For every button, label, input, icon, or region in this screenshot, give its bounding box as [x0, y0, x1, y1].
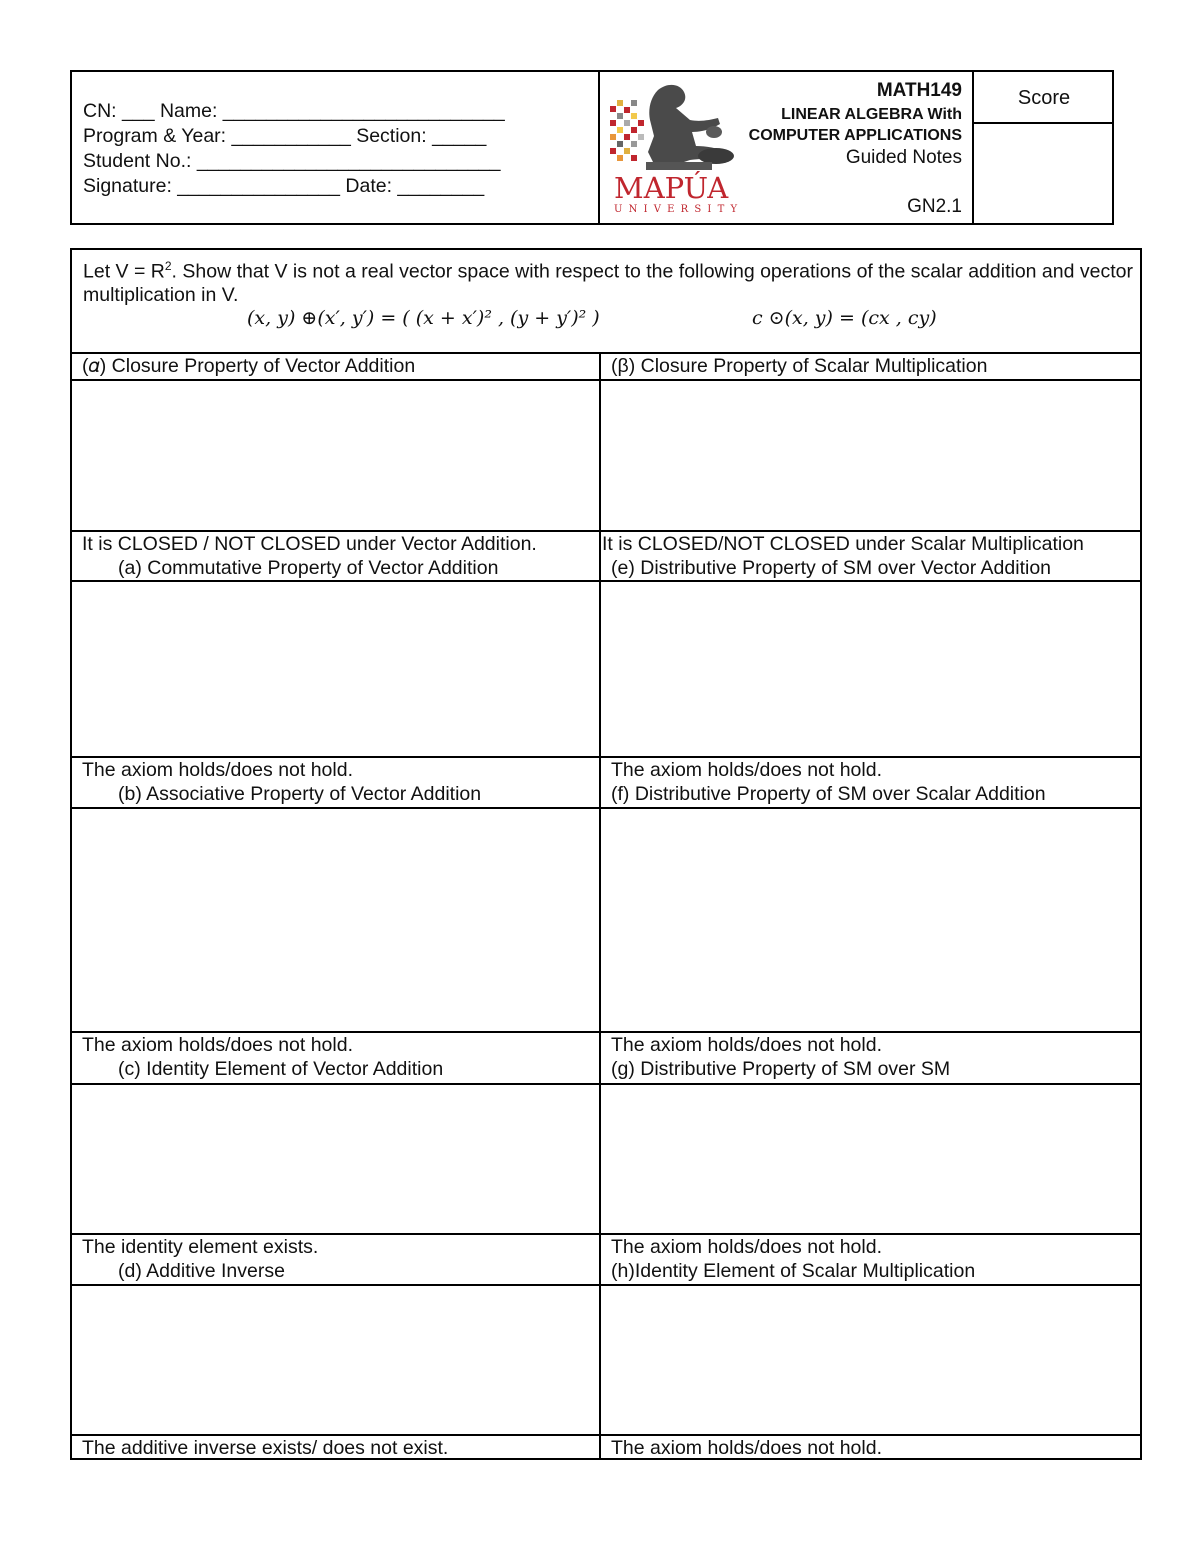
section-g-conclusion: The axiom holds/does not hold. — [601, 1233, 1140, 1259]
section-b-workspace[interactable] — [72, 809, 599, 1031]
section-c-title: (c) Identity Element of Vector Addition — [72, 1057, 599, 1085]
section-alpha-conclusion: It is CLOSED / NOT CLOSED under Vector Addition. — [72, 530, 599, 556]
section-g-workspace[interactable] — [601, 1085, 1140, 1233]
section-d-workspace[interactable] — [72, 1286, 599, 1434]
vector-addition-equation: (x, y) ⊕(x′, y′) = ( (x + x′)² , (y + y′)² ) — [247, 307, 600, 329]
section-a-workspace[interactable] — [72, 582, 599, 756]
left-column — [72, 354, 601, 1460]
student-info-fields: CN: ___ Name: __________________________ Program & Year: ___________ Section: _____ Student No.: ____________________________ Signature: _______________ Date: ________ — [83, 100, 505, 197]
section-alpha-workspace[interactable] — [72, 381, 599, 532]
section-b-conclusion: The axiom holds/does not hold. — [72, 1031, 599, 1057]
score-cell — [974, 72, 1114, 223]
section-h-title: (h)Identity Element of Scalar Multiplication — [601, 1259, 1140, 1286]
section-d-conclusion: The additive inverse exists/ does not exist. — [72, 1434, 599, 1460]
section-beta-workspace[interactable] — [601, 381, 1140, 532]
problem-text — [83, 255, 1133, 307]
section-beta-conclusion: It is CLOSED/NOT CLOSED under Scalar Multiplication — [601, 530, 1140, 556]
problem-text-end: . Show that V is not a real vector space with respect to the following operations of the scalar addition and vector multiplication in V. — [83, 260, 1133, 306]
section-b-title: (b) Associative Property of Vector Addition — [72, 782, 599, 809]
section-g-title: (g) Distributive Property of SM over SM — [601, 1057, 1140, 1085]
course-title: LINEAR ALGEBRA With COMPUTER APPLICATIONS — [748, 106, 962, 144]
course-code: MATH149 — [876, 80, 962, 101]
score-label: Score — [974, 72, 1114, 124]
section-a-conclusion: The axiom holds/does not hold. — [72, 756, 599, 782]
header-table — [70, 70, 1114, 225]
section-a-title: (a) Commutative Property of Vector Addition — [72, 556, 599, 582]
section-e-title: (e) Distributive Property of SM over Vector Addition — [601, 556, 1140, 582]
course-notes-label: Guided Notes — [845, 147, 962, 168]
section-c-conclusion: The identity element exists. — [72, 1233, 599, 1259]
right-column — [601, 354, 1140, 1460]
scalar-multiplication-equation: c ⊙(x, y) = (cx , cy) — [752, 307, 937, 329]
section-beta-title: (β) Closure Property of Scalar Multiplication — [601, 354, 1140, 381]
section-e-conclusion: The axiom holds/does not hold. — [601, 756, 1140, 782]
section-f-title: (f) Distributive Property of SM over Scalar Addition — [601, 782, 1140, 809]
section-h-conclusion: The axiom holds/does not hold. — [601, 1434, 1140, 1460]
problem-statement — [72, 250, 1140, 354]
section-c-workspace[interactable] — [72, 1085, 599, 1233]
problem-superscript: 2 — [164, 259, 172, 273]
section-alpha-title: (𝛼) Closure Property of Vector Addition — [72, 354, 599, 381]
worksheet-table — [70, 248, 1142, 1460]
section-d-title: (d) Additive Inverse — [72, 1259, 599, 1286]
section-f-workspace[interactable] — [601, 809, 1140, 1031]
problem-text-start: Let V = R — [83, 260, 165, 283]
mapua-logo-icon — [610, 80, 750, 216]
section-e-workspace[interactable] — [601, 582, 1140, 756]
course-info-cell — [600, 72, 974, 223]
svg-text:MAPÚA: MAPÚA — [614, 171, 729, 205]
section-f-conclusion: The axiom holds/does not hold. — [601, 1031, 1140, 1057]
svg-text:UNIVERSITY: UNIVERSITY — [614, 204, 744, 215]
guided-notes-number: GN2.1 — [907, 196, 962, 217]
section-h-workspace[interactable] — [601, 1286, 1140, 1434]
student-info-cell — [72, 72, 600, 223]
